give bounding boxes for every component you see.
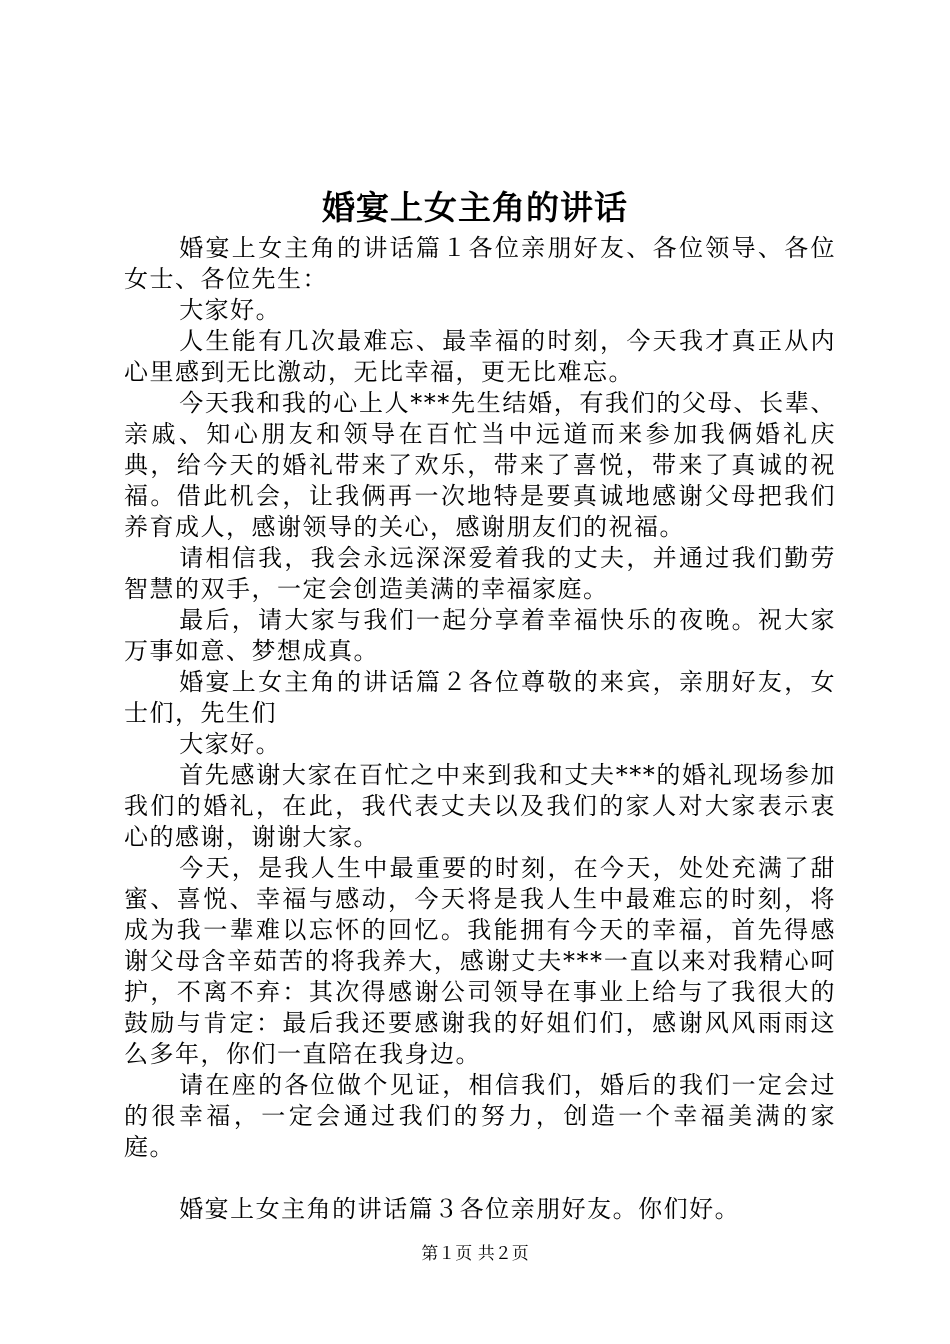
paragraph-4: 今天我和我的心上人***先生结婚，有我们的父母、长辈、亲戚、知心朋友和领导在百忙当中远道而来参加我俩婚礼庆典，给今天的婚礼带来了欢乐，带来了喜悦，带来了真诚的祝福。借此机会，让我俩再一次地特是要真诚地感谢父母把我们养育成人，感谢领导的关心，感谢朋友们的祝福。 bbox=[124, 389, 836, 541]
paragraph-12: 婚宴上女主角的讲话篇３各位亲朋好友。你们好。 bbox=[179, 1195, 741, 1223]
paragraph-3: 人生能有几次最难忘、最幸福的时刻，今天我才真正从内心里感到无比激动，无比幸福，更无比难忘。 bbox=[124, 327, 836, 386]
paragraph-6: 最后，请大家与我们一起分享着幸福快乐的夜晚。祝大家万事如意、梦想成真。 bbox=[124, 606, 836, 665]
paragraph-11: 请在座的各位做个见证，相信我们，婚后的我们一定会过的很幸福，一定会通过我们的努力，创造一个幸福美满的家庭。 bbox=[124, 1071, 836, 1161]
paragraph-5: 请相信我，我会永远深深爱着我的丈夫，并通过我们勤劳智慧的双手，一定会创造美满的幸福家庭。 bbox=[124, 544, 836, 603]
paragraph-2: 大家好。 bbox=[179, 296, 282, 324]
paragraph-10: 今天，是我人生中最重要的时刻，在今天，处处充满了甜蜜、喜悦、幸福与感动，今天将是我人生中最难忘的时刻，将成为我一辈难以忘怀的回忆。我能拥有今天的幸福，首先得感谢父母含辛茹苦的将我养大，感谢丈夫***一直以来对我精心呵护，不离不弃：其次得感谢公司领导在事业上给与了我很大的鼓励与肯定：最后我还要感谢我的好姐们们，感谢风风雨雨这么多年，你们一直陪在我身边。 bbox=[124, 854, 836, 1068]
page-footer: 第１页 共２页 bbox=[421, 1244, 529, 1264]
paragraph-9: 首先感谢大家在百忙之中来到我和丈夫***的婚礼现场参加我们的婚礼，在此，我代表丈夫以及我们的家人对大家表示衷心的感谢，谢谢大家。 bbox=[124, 761, 836, 851]
paragraph-7: 婚宴上女主角的讲话篇２各位尊敬的来宾，亲朋好友，女士们，先生们 bbox=[124, 668, 836, 727]
paragraph-8: 大家好。 bbox=[179, 730, 282, 758]
paragraph-1: 婚宴上女主角的讲话篇１各位亲朋好友、各位领导、各位女士、各位先生： bbox=[124, 234, 836, 293]
document-body bbox=[124, 233, 836, 1225]
document-title: 婚宴上女主角的讲话 bbox=[322, 188, 628, 227]
